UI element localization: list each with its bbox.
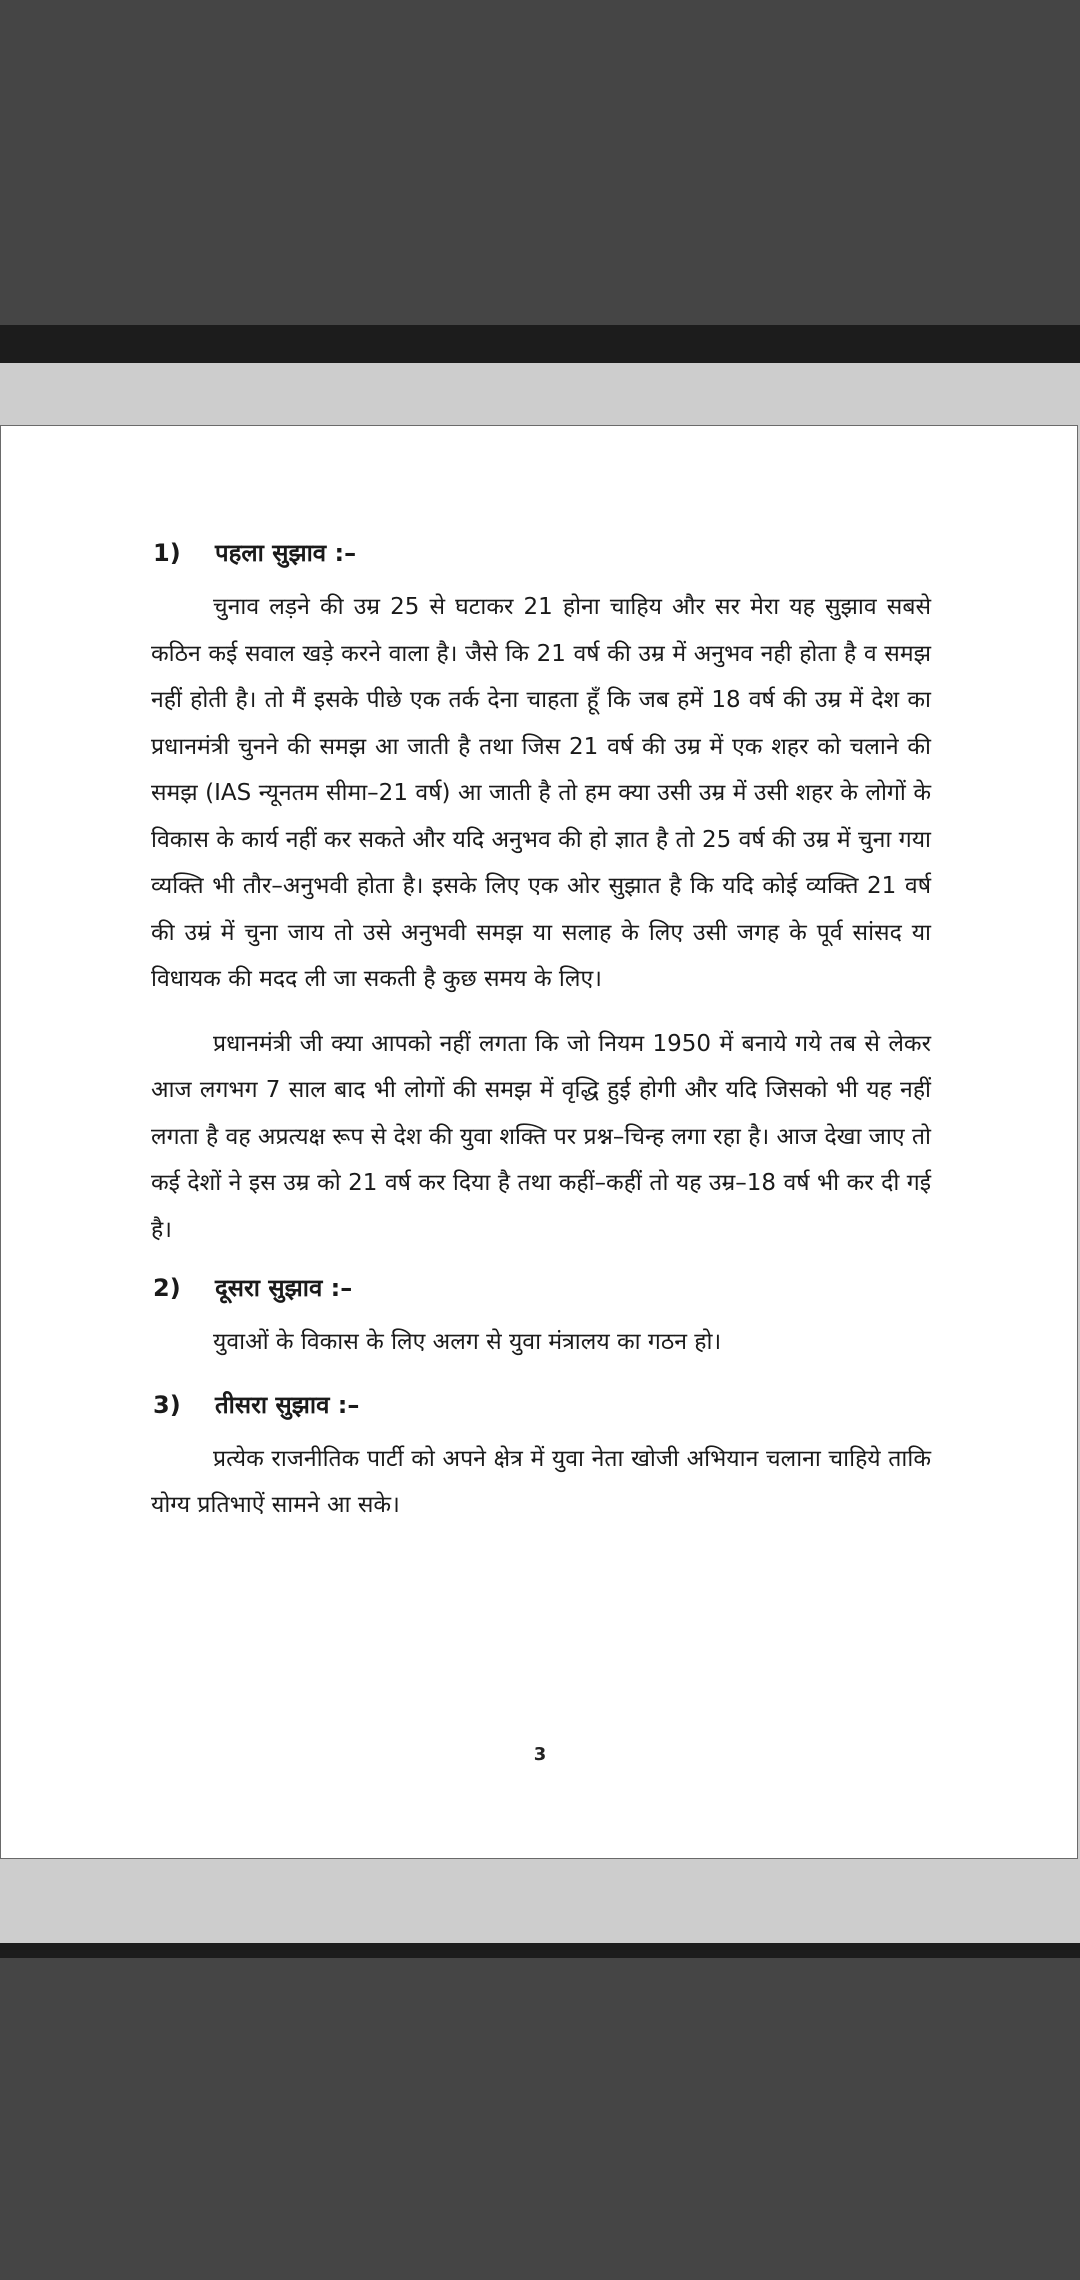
page-number: 3: [533, 1744, 547, 1765]
viewer-background-top: [0, 0, 1080, 325]
paragraph-1: चुनाव लड़ने की उम्र 25 से घटाकर 21 होना चाहिय और सर मेरा यह सुझाव सबसे कठिन कई सवाल खड़े करने वाला है। जैसे कि 21 वर्ष की उम्र में अनुभव नही होता है व समझ नहीं होती है। तो मैं इसके पीछे एक तर्क देना चाहता हूँ कि जब हमें 18 वर्ष की उम्र में देश का प्रधानमंत्री चुनने की समझ आ जाती है तथा जिस 21 वर्ष की उम्र में एक शहर को चलाने की समझ (IAS न्यूनतम सीमा–21 वर्ष) आ जाती है तो हम क्या उसी उम्र में उसी शहर के लोगों के विकास के कार्य नहीं कर सकते और यदि अनुभव की हो ज्ञात है तो 25 वर्ष की उम्र में चुना गया व्यक्ति भी तौर–अनुभवी होता है। इसके लिए एक ओर सुझात है कि यदि कोई व्यक्ति 21 वर्ष की उम्रं में चुना जाय तो उसे अनुभवी समझ या सलाह के लिए उसी जगह के पूर्व सांसद या विधायक की मदद ली जा सकती है कुछ समय के लिए।: [151, 594, 931, 992]
paragraph-2: प्रधानमंत्री जी क्या आपको नहीं लगता कि जो नियम 1950 में बनाये गये तब से लेकर आज लगभग 7 साल बाद भी लोगों की समझ में वृद्धि हुई होगी और यदि जिसको भी यह नहीं लगता है वह अप्रत्यक्ष रूप से देश की युवा शक्ति पर प्रश्न–चिन्ह लगा रहा है। आज देखा जाए तो कई देशों ने इस उम्र को 21 वर्ष कर दिया है तथा कहीं–कहीं तो यह उम्र–18 वर्ष भी कर दी गई है।: [151, 1030, 931, 1243]
document-page: [0, 425, 1078, 1859]
paragraph-4: प्रत्येक राजनीतिक पार्टी को अपने क्षेत्र में युवा नेता खोजी अभियान चलाना चाहिये ताकि योग्य प्रतिभाऐं सामने आ सके।: [151, 1445, 931, 1518]
section-heading-2: [153, 1271, 931, 1315]
viewer-divider-top: [0, 325, 1080, 363]
section-number: 2): [153, 1274, 181, 1302]
viewer-divider-bottom: [0, 1943, 1080, 1958]
paragraph-3: युवाओं के विकास के लिए अलग से युवा मंत्रालय का गठन हो।: [213, 1329, 722, 1355]
section-heading-3: [153, 1388, 931, 1432]
section-title: तीसरा सुझाव :–: [215, 1390, 360, 1419]
section-title: दूसरा सुझाव :–: [215, 1274, 353, 1302]
section-title: पहला सुझाव :–: [215, 539, 357, 567]
section-number: 1): [153, 539, 181, 567]
section-number: 3): [153, 1390, 181, 1419]
page-content: [151, 536, 931, 1547]
section-heading-1: [153, 536, 931, 580]
